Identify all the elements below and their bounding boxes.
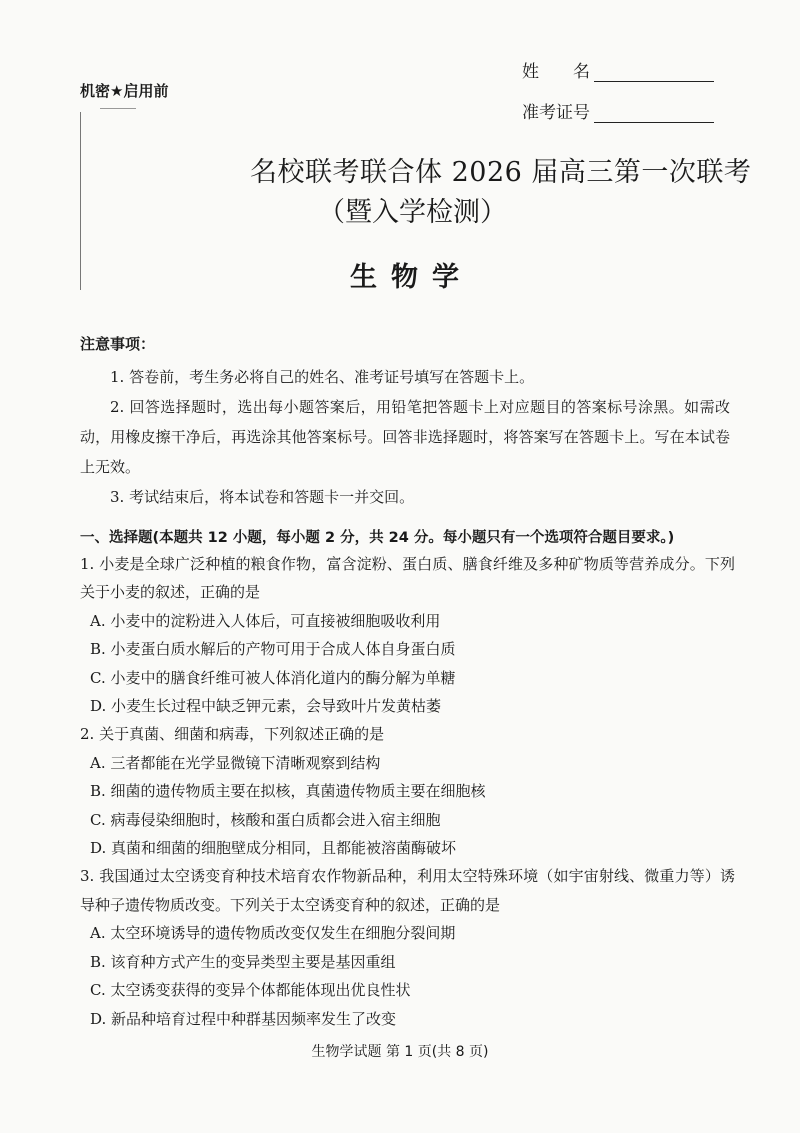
divider (100, 108, 136, 109)
option-c: C. 小麦中的膳食纤维可被人体消化道内的酶分解为单糖 (90, 668, 456, 687)
note-item: 1. 答卷前，考生务必将自己的姓名、准考证号填写在答题卡上。 (110, 368, 535, 386)
question (80, 550, 735, 720)
question-list (80, 550, 735, 1033)
question-stem: 3. 我国通过太空诱变育种技术培育农作物新品种，利用太空特殊环境（如宇宙射线、微重力等）诱导种子遗传物质改变。下列关于太空诱变育种的叙述，正确的是 (80, 867, 735, 914)
name-blank[interactable] (594, 63, 714, 82)
option-a: A. 太空环境诱导的遗传物质改变仅发生在细胞分裂间期 (90, 924, 456, 943)
option-b: B. 该育种方式产生的变异类型主要是基因重组 (90, 952, 396, 971)
subject-title: 生物学 (350, 262, 473, 293)
notes-list (80, 362, 730, 512)
section-heading: 一、选择题(本题共 12 小题，每小题 2 分，共 24 分。每小题只有一个选项符合题目要求。) (80, 530, 675, 546)
question-stem: 2. 关于真菌、细菌和病毒，下列叙述正确的是 (80, 725, 385, 744)
exam-id-field[interactable] (522, 98, 714, 123)
name-field[interactable] (522, 57, 714, 82)
exam-id-blank[interactable] (594, 104, 714, 123)
option-c: C. 病毒侵染细胞时，核酸和蛋白质都会进入宿主细胞 (90, 810, 441, 829)
page-footer: 生物学试题 第 1 页(共 8 页) (311, 1044, 489, 1060)
question (80, 720, 735, 862)
question-stem: 1. 小麦是全球广泛种植的粮食作物，富含淀粉、蛋白质、膳食纤维及多种矿物质等营养成分。下列关于小麦的叙述，正确的是 (80, 555, 735, 602)
option-d: D. 真菌和细菌的细胞壁成分相同，且都能被溶菌酶破坏 (90, 839, 457, 858)
option-c: C. 太空诱变获得的变异个体都能体现出优良性状 (90, 981, 411, 1000)
exam-title: 名校联考联合体 2026 届高三第一次联考 (250, 157, 752, 188)
option-a: A. 三者都能在光学显微镜下清晰观察到结构 (90, 753, 381, 772)
note-item: 2. 回答选择题时，选出每小题答案后，用铅笔把答题卡上对应题目的答案标号涂黑。如需改动，用橡皮擦干净后，再选涂其他答案标号。回答非选择题时，将答案写在答题卡上。写在本试卷上无效。 (80, 398, 730, 476)
binding-line (80, 112, 81, 290)
name-label: 姓 名 (522, 62, 590, 82)
notes-heading: 注意事项： (80, 335, 156, 353)
option-d: D. 小麦生长过程中缺乏钾元素，会导致叶片发黄枯萎 (90, 697, 442, 716)
option-a: A. 小麦中的淀粉进入人体后，可直接被细胞吸收利用 (90, 611, 441, 630)
option-d: D. 新品种培育过程中种群基因频率发生了改变 (90, 1009, 397, 1028)
option-b: B. 细菌的遗传物质主要在拟核，真菌遗传物质主要在细胞核 (90, 782, 486, 801)
option-b: B. 小麦蛋白质水解后的产物可用于合成人体自身蛋白质 (90, 640, 456, 659)
note-item: 3. 考试结束后，将本试卷和答题卡一并交回。 (110, 488, 415, 506)
question (80, 862, 735, 1032)
exam-subtitle: （暨入学检测） (318, 197, 507, 228)
exam-id-label: 准考证号 (522, 103, 590, 123)
confidential-label: 机密★启用前 (80, 82, 169, 100)
